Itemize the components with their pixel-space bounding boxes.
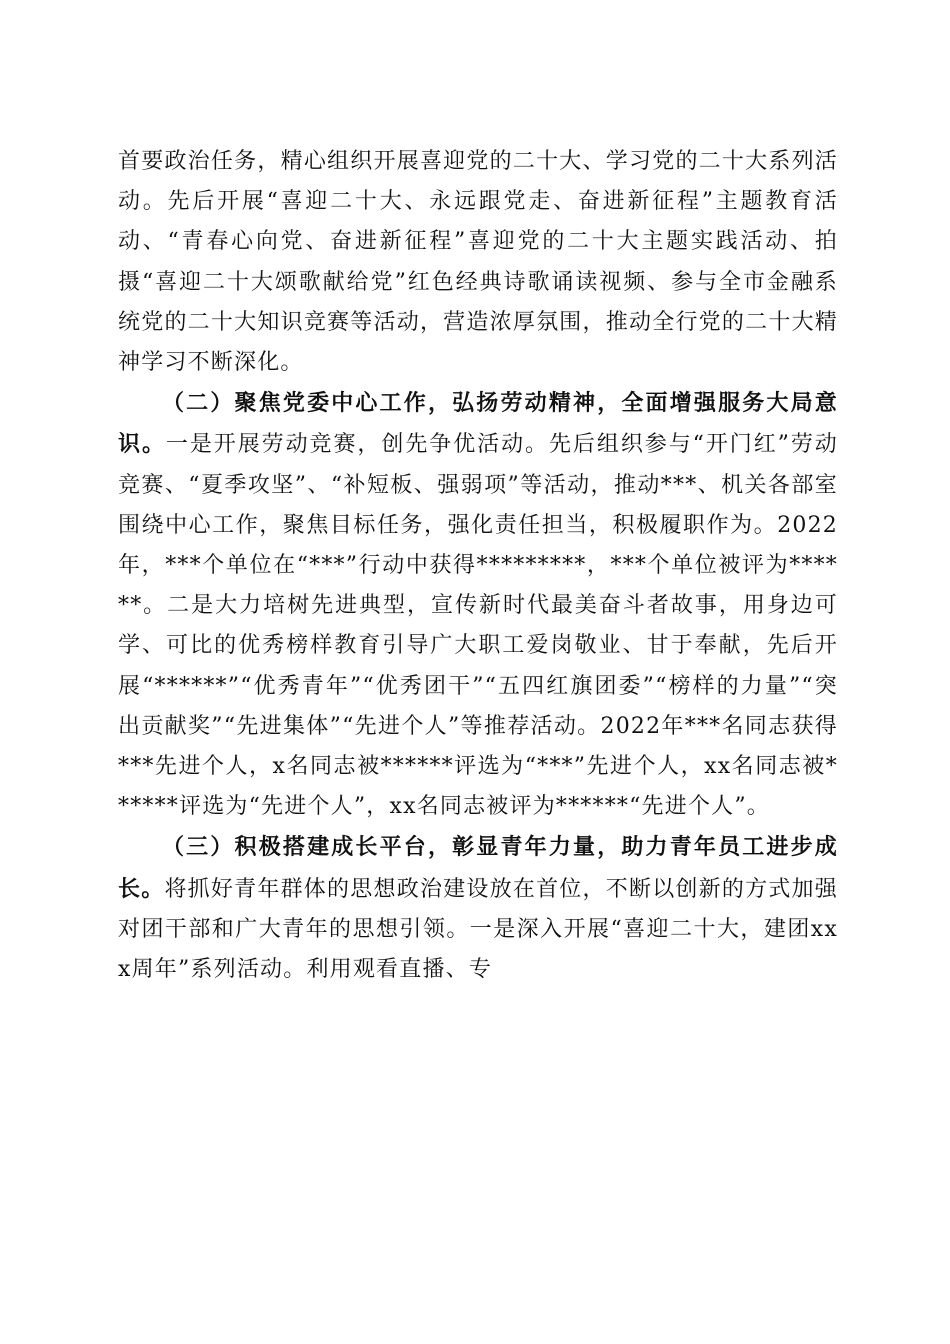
paragraph-1: 首要政治任务，精心组织开展喜迎党的二十大、学习党的二十大系列活动。先后开展“喜迎二十大、永远跟党走、奋进新征程”主题教育活动、“青春心向党、奋进新征程”喜迎党的二十大主题实践活动、拍摄“喜迎二十大颂歌献给党”红色经典诗歌诵读视频、参与全市金融系统党的二十大知识竞赛等活动，营造浓厚氛围，推动全行党的二十大精神学习不断深化。 xyxy=(118,149,838,376)
paragraph-2 xyxy=(118,383,838,827)
section-2-heading: （二）聚焦党委中心工作，弘扬劳动精神，全面增强服务大局意识。 xyxy=(118,390,838,458)
document-body xyxy=(118,142,838,990)
section-2-body: 一是开展劳动竞赛，创先争优活动。先后组织参与“开门红”劳动竞赛、“夏季攻坚”、“补短板、强弱项”等活动，推动***、机关各部室围绕中心工作，聚焦目标任务，强化责任担当，积极履职作为。2022年，***个单位在“***”行动中获得*********，***个单位被评为******。二是大力培树先进典型，宣传新时代最美奋斗者故事，用身边可学、可比的优秀榜样教育引导广大职工爱岗敬业、甘于奉献，先后开展“******”“优秀青年”“优秀团干”“五四红旗团委”“榜样的力量”“突出贡献奖”“先进集体”“先进个人”等推荐活动。2022年***名同志获得***先进个人，x名同志被******评选为“***”先进个人，xx名同志被******评选为“先进个人”，xx名同志被评为******“先进个人”。 xyxy=(118,432,838,820)
paragraph-3 xyxy=(118,827,838,990)
section-3-heading: （三）积极搭建成长平台，彰显青年力量，助力青年员工进步成长。 xyxy=(118,834,838,902)
section-3-body: 将抓好青年群体的思想政治建设放在首位，不断以创新的方式加强对团干部和广大青年的思想引领。一是深入开展“喜迎二十大，建团xxx周年”系列活动。利用观看直播、专 xyxy=(118,876,838,983)
